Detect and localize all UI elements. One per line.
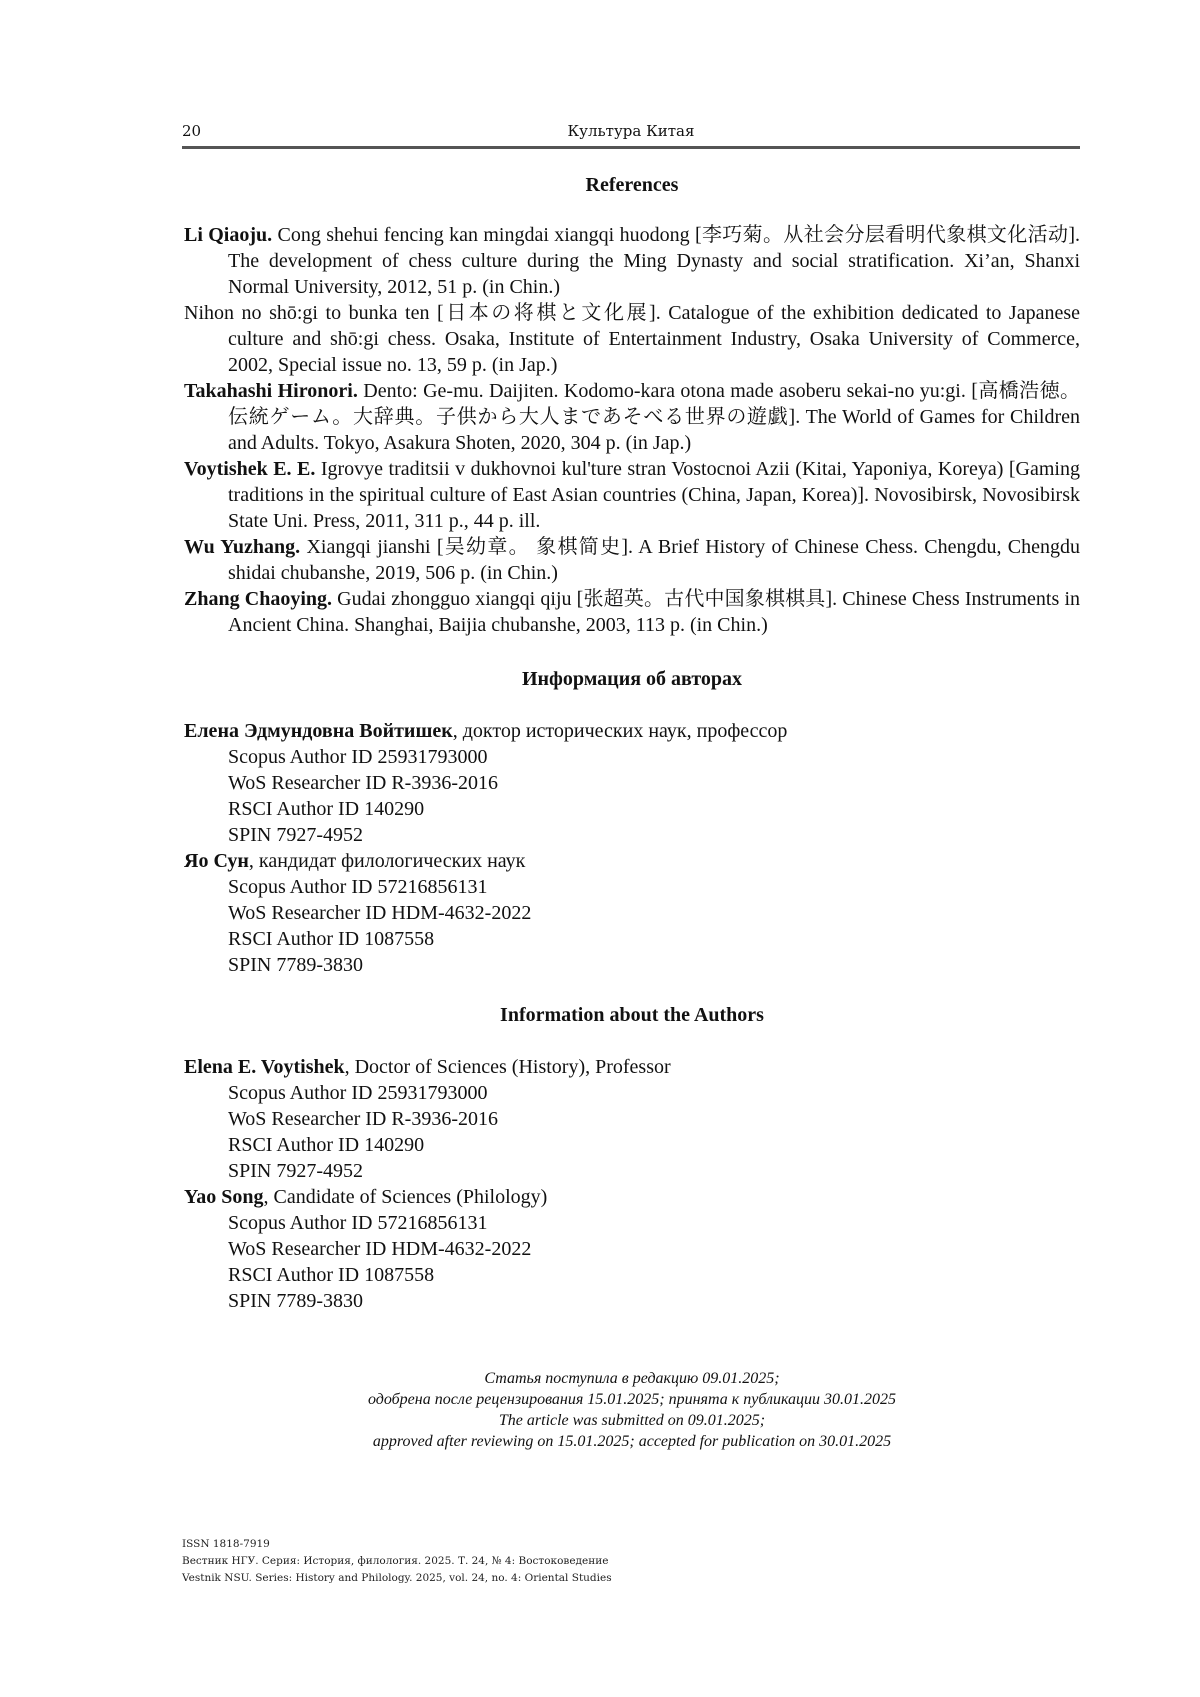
main-content — [184, 172, 1080, 1314]
author-scopus-id: Scopus Author ID 25931793000 — [184, 1080, 1080, 1106]
author-name: Yao Song — [184, 1186, 263, 1208]
author-role: , доктор исторических наук, профессор — [453, 720, 788, 742]
author-name-line — [184, 1184, 1080, 1210]
footer-journal-en: Vestnik NSU. Series: History and Philology. 2025, vol. 24, no. 4: Oriental Studies — [182, 1570, 782, 1587]
reference-author: Voytishek E. E. — [184, 458, 315, 480]
reference-item — [184, 456, 1080, 534]
page-number: 20 — [182, 122, 201, 140]
footer-journal-ru: Вестник НГУ. Серия: История, филология. 2025. Т. 24, № 4: Востоковедение — [182, 1553, 782, 1570]
reference-text: Gudai zhongguo xiangqi qiju [张超英。古代中国象棋棋具]. Chinese Chess Instruments in Ancient China. Shanghai, Baijia chubanshe, 2003, 113 p. (in Chin.) — [228, 588, 1080, 636]
header-rule — [182, 146, 1080, 149]
author-spin: SPIN 7927-4952 — [184, 1158, 1080, 1184]
reference-item — [184, 300, 1080, 378]
reference-item — [184, 378, 1080, 456]
author-name: Яо Сун — [184, 850, 249, 872]
page-footer — [182, 1536, 782, 1587]
author-spin: SPIN 7789-3830 — [184, 1288, 1080, 1314]
author-scopus-id: Scopus Author ID 57216856131 — [184, 1210, 1080, 1236]
journal-section-title: Культура Китая — [182, 122, 1080, 140]
reference-item — [184, 586, 1080, 638]
author-rsci-id: RSCI Author ID 140290 — [184, 1132, 1080, 1158]
reference-text: Cong shehui fencing kan mingdai xiangqi huodong [李巧菊。从社会分层看明代象棋文化活动]. The development of chess culture during the Ming Dynasty and social stratification. Xi’an, Shanxi Normal University, 2012, 51 p. (in Chin.) — [228, 224, 1080, 298]
reference-author: Takahashi Hironori. — [184, 380, 358, 402]
reference-author: Zhang Chaoying. — [184, 588, 332, 610]
dates-en-line-1: The article was submitted on 09.01.2025; — [184, 1410, 1080, 1431]
author-name-line — [184, 718, 1080, 744]
references-heading: References — [184, 172, 1080, 198]
reference-text: Dento: Ge-mu. Daijiten. Kodomo-kara otona made asoberu sekai-no yu:gi. [高橋浩徳。伝統ゲーム。大辞典。子供から大人まであそべる世界の遊戯]. The World of Games for Children and Adults. Tokyo, Asakura Shoten, 2020, 304 p. (in Jap.) — [228, 380, 1080, 454]
authors-en-list — [184, 1054, 1080, 1314]
authors-ru-heading: Информация об авторах — [184, 666, 1080, 692]
reference-author: Wu Yuzhang. — [184, 536, 300, 558]
references-list — [184, 222, 1080, 638]
reference-item — [184, 222, 1080, 300]
running-head — [182, 122, 1080, 144]
author-name: Елена Эдмундовна Войтишек — [184, 720, 453, 742]
dates-ru-line-1: Статья поступила в редакцию 09.01.2025; — [184, 1368, 1080, 1389]
dates-en-line-2: approved after reviewing on 15.01.2025; accepted for publication on 30.01.2025 — [184, 1431, 1080, 1452]
author-name-line — [184, 1054, 1080, 1080]
author-spin: SPIN 7927-4952 — [184, 822, 1080, 848]
author-spin: SPIN 7789-3830 — [184, 952, 1080, 978]
reference-author: Li Qiaoju. — [184, 224, 272, 246]
author-scopus-id: Scopus Author ID 25931793000 — [184, 744, 1080, 770]
journal-page — [0, 0, 1200, 1697]
author-wos-id: WoS Researcher ID HDM-4632-2022 — [184, 900, 1080, 926]
author-role: , Doctor of Sciences (History), Professor — [345, 1056, 671, 1078]
reference-text: Xiangqi jianshi [吴幼章。 象棋简史]. A Brief History of Chinese Chess. Chengdu, Chengdu shidai chubanshe, 2019, 506 p. (in Chin.) — [228, 536, 1080, 584]
author-role: , Candidate of Sciences (Philology) — [263, 1186, 547, 1208]
author-name: Elena E. Voytishek — [184, 1056, 345, 1078]
author-wos-id: WoS Researcher ID HDM-4632-2022 — [184, 1236, 1080, 1262]
author-rsci-id: RSCI Author ID 1087558 — [184, 1262, 1080, 1288]
reference-text: Igrovye traditsii v dukhovnoi kul'ture stran Vostocnoi Azii (Kitai, Yaponiya, Koreya) [Gaming traditions in the spiritual culture of East Asian countries (China, Japan, Korea)]. Novosibirsk, Novosibirsk State Uni. Press, 2011, 311 p., 44 p. ill. — [228, 458, 1080, 532]
reference-text: Nihon no shō:gi to bunka ten [日本の将棋と文化展]. Catalogue of the exhibition dedicated to Japanese culture and shō:gi chess. Osaka, Institute of Entertainment Industry, Osaka University of Commerce, 2002, Special issue no. 13, 59 p. (in Jap.) — [184, 302, 1080, 376]
reference-item — [184, 534, 1080, 586]
submission-dates — [184, 1368, 1080, 1452]
dates-ru-line-2: одобрена после рецензирования 15.01.2025; принята к публикации 30.01.2025 — [184, 1389, 1080, 1410]
footer-issn: ISSN 1818-7919 — [182, 1536, 782, 1553]
authors-ru-list — [184, 718, 1080, 978]
author-rsci-id: RSCI Author ID 1087558 — [184, 926, 1080, 952]
author-scopus-id: Scopus Author ID 57216856131 — [184, 874, 1080, 900]
author-wos-id: WoS Researcher ID R-3936-2016 — [184, 770, 1080, 796]
author-role: , кандидат филологических наук — [249, 850, 525, 872]
authors-en-heading: Information about the Authors — [184, 1002, 1080, 1028]
author-rsci-id: RSCI Author ID 140290 — [184, 796, 1080, 822]
author-name-line — [184, 848, 1080, 874]
author-wos-id: WoS Researcher ID R-3936-2016 — [184, 1106, 1080, 1132]
